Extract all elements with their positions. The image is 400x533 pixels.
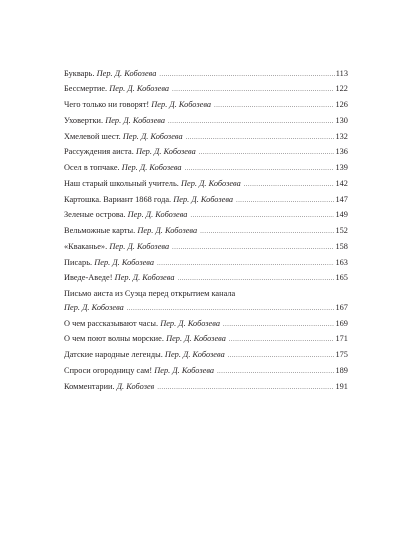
toc-row <box>64 380 348 396</box>
dot-leader <box>199 147 335 161</box>
toc-row <box>64 161 348 177</box>
toc-entry <box>64 364 348 380</box>
toc-entry <box>64 193 348 209</box>
toc-row <box>64 256 348 272</box>
toc-entry <box>64 317 348 333</box>
entry-translator: Пер. Д. Кобозева <box>96 68 157 78</box>
toc-entry <box>64 224 348 240</box>
entry-title: Комментарии. <box>64 381 115 391</box>
page-number: 175 <box>335 350 348 359</box>
entry-translator: Пер. Д. Кобозева <box>127 210 188 220</box>
page-number: 130 <box>335 115 348 125</box>
entry-title: Бессмертие. <box>64 84 108 94</box>
entry-title: Иведе-Аведе! <box>64 273 113 283</box>
toc-entry <box>64 380 348 396</box>
entry-translator: Пер. Д. Кобозева <box>105 115 166 125</box>
toc-row <box>64 67 348 83</box>
entry-title: Букварь. <box>64 68 95 78</box>
toc-row <box>64 364 348 380</box>
page-number: 165 <box>335 273 348 283</box>
toc-entry <box>64 177 348 193</box>
toc-entry <box>64 240 348 256</box>
entry-translator: Пер. Д. Кобозева <box>180 178 241 188</box>
entry-title: Рассуждения аиста. <box>64 147 134 157</box>
toc-row <box>64 193 348 209</box>
entry-translator: Пер. Д. Кобозева <box>135 147 196 157</box>
entry-translator: Пер. Д. Кобозева <box>64 302 124 312</box>
entry-translator: Пер. Д. Кобозева <box>121 163 182 172</box>
dot-leader <box>229 334 335 348</box>
dot-leader <box>228 350 335 364</box>
table-of-contents <box>64 67 348 396</box>
entry-translator: Пер. Д. Кобозева <box>154 365 215 375</box>
toc-entry <box>64 271 348 287</box>
entry-title: О чем рассказывают часы. <box>64 318 159 328</box>
page-number: 147 <box>335 194 348 204</box>
dot-leader <box>186 132 335 146</box>
toc-entry <box>64 145 348 161</box>
toc-row <box>64 332 348 348</box>
page-number: 142 <box>335 178 348 188</box>
page-number: 152 <box>335 226 348 235</box>
entry-translator: Пер. Д. Кобозева <box>137 226 198 235</box>
toc-row <box>64 301 348 317</box>
toc-row <box>64 98 348 114</box>
entry-title: Вельможные карты. <box>64 226 136 235</box>
entry-translator: Пер. Д. Кобозева <box>160 318 221 328</box>
toc-row <box>64 114 348 130</box>
page-number: 113 <box>335 68 348 78</box>
dot-leader <box>244 179 335 193</box>
toc-entry <box>64 82 348 98</box>
toc-row <box>64 145 348 161</box>
dot-leader <box>157 382 334 396</box>
dot-leader <box>172 242 334 256</box>
entry-translator: Д. Кобозев <box>116 381 155 391</box>
dot-leader <box>168 116 334 130</box>
toc-entry <box>64 208 348 224</box>
entry-title: Картошка. Вариант 1868 года. <box>64 194 172 204</box>
toc-row <box>64 348 348 364</box>
toc-entry <box>64 98 348 114</box>
dot-leader <box>223 319 334 333</box>
entry-translator: Пер. Д. Кобозева <box>114 273 175 283</box>
page-number: 191 <box>335 381 348 391</box>
entry-title: Зеленые острова. <box>64 210 126 220</box>
dot-leader <box>178 273 335 287</box>
dot-leader <box>214 100 334 114</box>
entry-title: Писарь. <box>64 257 93 267</box>
dot-leader <box>157 258 334 272</box>
toc-entry <box>64 348 348 364</box>
toc-row <box>64 208 348 224</box>
entry-title: О чем поют волны морские. <box>64 334 164 344</box>
entry-translator: Пер. Д. Кобозева <box>164 350 225 359</box>
entry-translator: Пер. Д. Кобозева <box>109 84 170 94</box>
dot-leader <box>185 163 335 177</box>
toc-entry-two-line <box>64 287 348 317</box>
page-number: 126 <box>335 100 348 109</box>
entry-title: Спроси огородницу сам! <box>64 365 153 375</box>
entry-title: Уховертки. <box>64 115 104 125</box>
toc-entry <box>64 130 348 146</box>
toc-row <box>64 317 348 333</box>
toc-row <box>64 130 348 146</box>
entry-title: Чего только ни говорят! <box>64 100 150 109</box>
page-number: 158 <box>335 241 348 251</box>
entry-title: Осел в топчаке. <box>64 163 120 172</box>
dot-leader <box>172 84 334 98</box>
entry-title: «Кваканье». <box>64 241 108 251</box>
dot-leader <box>127 303 335 317</box>
page-number: 139 <box>335 163 348 172</box>
toc-row <box>64 271 348 287</box>
entry-title: Хмелевой шест. <box>64 131 121 141</box>
entry-title: Письмо аиста из Суэца перед открытием канала <box>64 289 236 298</box>
dot-leader <box>236 195 334 209</box>
dot-leader <box>217 366 334 380</box>
entry-title: Датские народные легенды. <box>64 350 163 359</box>
entry-translator: Пер. Д. Кобозева <box>94 257 155 267</box>
entry-translator: Пер. Д. Кобозева <box>122 131 183 141</box>
dot-leader <box>159 69 334 83</box>
toc-entry <box>64 256 348 272</box>
entry-translator: Пер. Д. Кобозева <box>166 334 226 344</box>
entry-translator: Пер. Д. Кобозева <box>151 100 212 109</box>
toc-row <box>64 82 348 98</box>
page-number: 169 <box>335 318 348 328</box>
page-number: 149 <box>335 210 348 220</box>
page-number: 189 <box>335 365 348 375</box>
toc-row <box>64 224 348 240</box>
toc-entry <box>64 332 348 348</box>
toc-entry <box>64 161 348 177</box>
page-number: 132 <box>335 131 348 141</box>
entry-translator: Пер. Д. Кобозева <box>109 241 170 251</box>
toc-entry <box>64 114 348 130</box>
page-number: 171 <box>335 334 348 344</box>
page-number: 167 <box>335 302 348 312</box>
dot-leader <box>200 226 334 240</box>
page-number: 122 <box>335 84 348 94</box>
dot-leader <box>190 210 334 224</box>
toc-row <box>64 240 348 256</box>
toc-row <box>64 177 348 193</box>
entry-translator: Пер. Д. Кобозева <box>173 194 234 204</box>
toc-entry <box>64 67 348 83</box>
entry-title: Наш старый школьный учитель. <box>64 178 179 188</box>
page-number: 163 <box>335 257 348 267</box>
page-number: 136 <box>335 147 348 157</box>
